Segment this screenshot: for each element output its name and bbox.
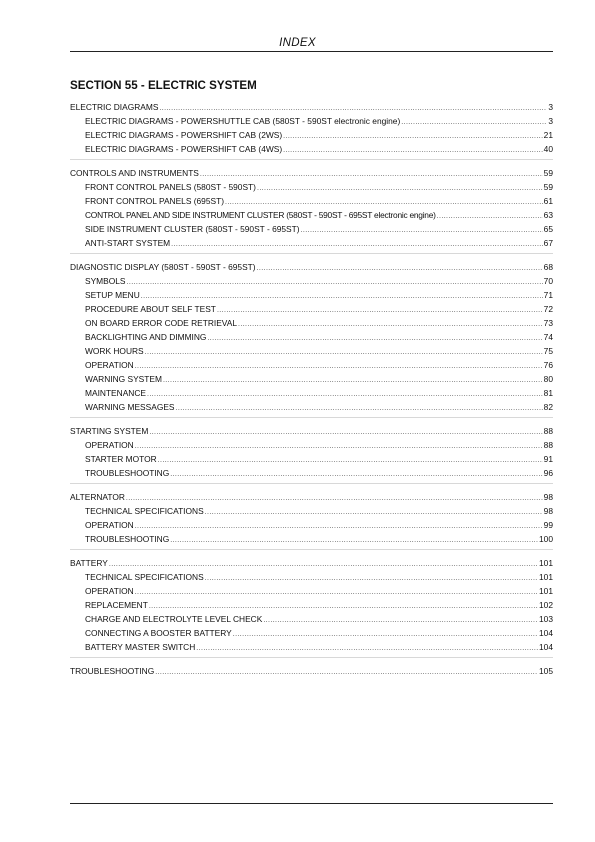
toc-subentry[interactable] [70,386,553,400]
toc-entry-label: CONNECTING A BOOSTER BATTERY [85,628,232,638]
toc-page-number: 101 [539,572,553,582]
toc-page-number: 88 [543,426,553,436]
dot-leader [283,142,543,158]
toc-page-number: 68 [543,262,553,272]
toc-entry-label: DIAGNOSTIC DISPLAY (580ST - 590ST - 695ST) [70,262,256,272]
toc-page-number: 91 [543,454,553,464]
toc-entry[interactable] [70,424,553,438]
toc-entry-label: ANTI-START SYSTEM [85,238,171,248]
toc-page-number: 101 [539,586,553,596]
toc-entry-label: OPERATION [85,520,134,530]
toc-entry-label: FRONT CONTROL PANELS (580ST - 590ST) [85,182,256,192]
toc-entry-label: WORK HOURS [85,346,144,356]
toc-entry-label: ELECTRIC DIAGRAMS - POWERSHIFT CAB (4WS) [85,144,283,154]
page-header-title: INDEX [279,37,316,49]
toc-entry[interactable] [70,490,553,504]
toc-subentry[interactable] [70,438,553,452]
toc-group [70,664,553,681]
toc-subentry[interactable] [70,208,553,222]
toc-page-number: 81 [543,388,553,398]
toc-page-number: 71 [543,290,553,300]
toc-page-number: 63 [543,210,553,220]
toc-page-number: 72 [543,304,553,314]
footer-rule [70,803,553,804]
toc-group [70,100,553,160]
toc-page-number: 98 [543,506,553,516]
dot-leader [170,532,538,548]
toc-subentry[interactable] [70,344,553,358]
toc-entry[interactable] [70,664,553,678]
dot-leader [155,664,538,680]
toc-page-number: 105 [539,666,553,676]
toc-subentry[interactable] [70,316,553,330]
toc-entry-label: REPLACEMENT [85,600,148,610]
toc-subentry[interactable] [70,518,553,532]
toc-page-number: 74 [543,332,553,342]
toc-subentry[interactable] [70,532,553,546]
section-title: SECTION 55 - ELECTRIC SYSTEM [70,79,257,92]
toc-entry-label: OPERATION [85,440,134,450]
toc-entry-label: BACKLIGHTING AND DIMMING [85,332,207,342]
dot-leader [176,400,543,416]
toc-subentry[interactable] [70,114,553,128]
header-rule [70,51,553,52]
toc-entry-label: SIDE INSTRUMENT CLUSTER (580ST - 590ST - 695ST) [85,224,300,234]
toc-page-number: 40 [543,144,553,154]
toc-entry-label: WARNING MESSAGES [85,402,175,412]
toc-entry-label: ALTERNATOR [70,492,125,502]
toc-page-number: 88 [543,440,553,450]
toc-page-number: 98 [543,492,553,502]
toc-subentry[interactable] [70,570,553,584]
toc-entry-label: OPERATION [85,586,134,596]
toc-subentry[interactable] [70,142,553,156]
toc-page-number: 73 [543,318,553,328]
toc-subentry[interactable] [70,640,553,654]
toc-subentry[interactable] [70,372,553,386]
toc-group [70,490,553,550]
toc-page-number: 103 [539,614,553,624]
toc-entry-label: ELECTRIC DIAGRAMS - POWERSHIFT CAB (2WS) [85,130,283,140]
toc-subentry[interactable] [70,222,553,236]
toc-subentry[interactable] [70,504,553,518]
toc-entry[interactable] [70,556,553,570]
toc-entry-label: ELECTRIC DIAGRAMS - POWERSHUTTLE CAB (580ST - 590ST electronic engine) [85,116,401,126]
table-of-contents [70,100,553,687]
toc-entry-label: MAINTENANCE [85,388,146,398]
toc-page-number: 100 [539,534,553,544]
toc-subentry[interactable] [70,626,553,640]
toc-subentry[interactable] [70,274,553,288]
toc-subentry[interactable] [70,358,553,372]
toc-entry-label: CHARGE AND ELECTROLYTE LEVEL CHECK [85,614,263,624]
dot-leader [196,640,538,656]
toc-entry-label: TECHNICAL SPECIFICATIONS [85,506,204,516]
toc-page-number: 21 [543,130,553,140]
toc-page-number: 104 [539,628,553,638]
toc-subentry[interactable] [70,236,553,250]
toc-entry-label: STARTER MOTOR [85,454,157,464]
toc-entry-label: FRONT CONTROL PANELS (695ST) [85,196,224,206]
toc-subentry[interactable] [70,194,553,208]
toc-subentry[interactable] [70,452,553,466]
toc-entry-label: CONTROL PANEL AND SIDE INSTRUMENT CLUSTER (580ST - 590ST - 695ST electronic engine) [85,210,436,220]
toc-entry-label: TROUBLESHOOTING [70,666,155,676]
toc-group [70,166,553,254]
toc-page-number: 70 [543,276,553,286]
toc-entry-label: SETUP MENU [85,290,140,300]
dot-leader [171,236,543,252]
toc-page-number: 96 [543,468,553,478]
toc-entry-label: PROCEDURE ABOUT SELF TEST [85,304,216,314]
toc-subentry[interactable] [70,128,553,142]
toc-page-number: 75 [543,346,553,356]
toc-page-number: 80 [543,374,553,384]
toc-page-number: 99 [543,520,553,530]
toc-entry-label: CONTROLS AND INSTRUMENTS [70,168,199,178]
toc-subentry[interactable] [70,330,553,344]
toc-subentry[interactable] [70,180,553,194]
toc-page-number: 102 [539,600,553,610]
toc-page-number: 3 [548,116,553,126]
toc-entry-label: TECHNICAL SPECIFICATIONS [85,572,204,582]
toc-entry-label: BATTERY MASTER SWITCH [85,642,196,652]
dot-leader [170,466,542,482]
toc-entry-label: WARNING SYSTEM [85,374,162,384]
toc-page-number: 61 [543,196,553,206]
toc-group [70,424,553,484]
toc-subentry[interactable] [70,302,553,316]
toc-entry-label: TROUBLESHOOTING [85,534,170,544]
toc-entry-label: SYMBOLS [85,276,126,286]
toc-page-number: 76 [543,360,553,370]
toc-subentry[interactable] [70,584,553,598]
toc-group [70,556,553,658]
toc-entry-label: STARTING SYSTEM [70,426,149,436]
toc-subentry[interactable] [70,400,553,414]
toc-entry-label: ELECTRIC DIAGRAMS [70,102,159,112]
toc-page-number: 101 [539,558,553,568]
toc-page-number: 3 [548,102,553,112]
toc-subentry[interactable] [70,612,553,626]
toc-subentry[interactable] [70,598,553,612]
toc-entry-label: TROUBLESHOOTING [85,468,170,478]
toc-subentry[interactable] [70,288,553,302]
toc-page-number: 67 [543,238,553,248]
toc-entry-label: OPERATION [85,360,134,370]
toc-page-number: 65 [543,224,553,234]
toc-page-number: 59 [543,182,553,192]
toc-entry[interactable] [70,260,553,274]
toc-page-number: 104 [539,642,553,652]
toc-group [70,260,553,418]
toc-entry[interactable] [70,100,553,114]
toc-page-number: 82 [543,402,553,412]
toc-entry-label: BATTERY [70,558,108,568]
toc-page-number: 59 [543,168,553,178]
toc-entry[interactable] [70,166,553,180]
toc-entry-label: ON BOARD ERROR CODE RETRIEVAL [85,318,238,328]
toc-subentry[interactable] [70,466,553,480]
